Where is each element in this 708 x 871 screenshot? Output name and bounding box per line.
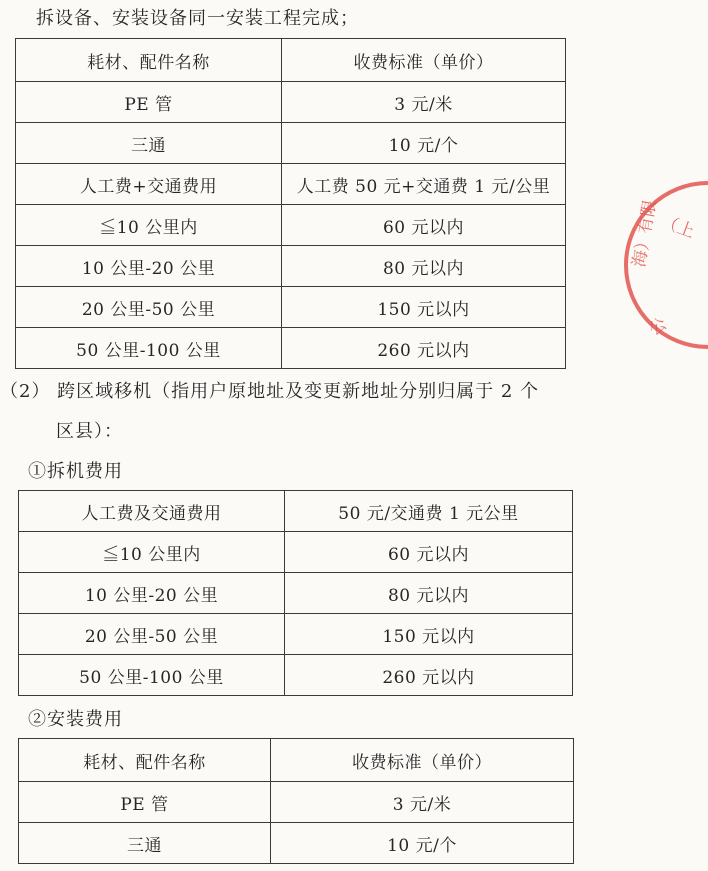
table-cell: ≦10 公里内 [19, 532, 285, 573]
table-row [19, 491, 573, 532]
sub-heading-install: ②安装费用 [28, 709, 123, 730]
table-row [19, 782, 574, 823]
svg-text:海）有限: 海）有限 [629, 198, 661, 269]
table-cell: ≦10 公里内 [16, 205, 282, 246]
table-row [19, 655, 573, 696]
table-cell: 60 元以内 [282, 205, 566, 246]
sub-heading-dismantle: ①拆机费用 [28, 461, 123, 482]
svg-text:公: 公 [645, 313, 671, 341]
table-cell: 人工费 50 元+交通费 1 元/公里 [282, 164, 566, 205]
table-cell: 10 公里-20 公里 [19, 573, 285, 614]
header-cell: 耗材、配件名称 [16, 39, 282, 82]
fee-table-2 [18, 490, 573, 696]
table-cell: 10 元/个 [271, 823, 574, 864]
table-cell: 3 元/米 [282, 82, 566, 123]
header-cell: 耗材、配件名称 [19, 739, 271, 782]
table-cell: 80 元以内 [282, 246, 566, 287]
table-cell: 50 元/交通费 1 元公里 [285, 491, 573, 532]
fee-table-1 [15, 38, 566, 369]
table-cell: 人工费及交通费用 [19, 491, 285, 532]
table-cell: 260 元以内 [285, 655, 573, 696]
table-cell: PE 管 [16, 82, 282, 123]
table-row [16, 246, 566, 287]
table-row [16, 164, 566, 205]
table-cell: 10 元/个 [282, 123, 566, 164]
table-row [16, 82, 566, 123]
fee-table-3 [18, 738, 574, 864]
table-cell: 20 公里-50 公里 [19, 614, 285, 655]
table-row [16, 328, 566, 369]
table-row [16, 287, 566, 328]
table-row [19, 823, 574, 864]
table-row [16, 205, 566, 246]
header-cell: 收费标准（单价） [271, 739, 574, 782]
company-seal-stamp [618, 140, 708, 390]
table-row [19, 614, 573, 655]
table-cell: 150 元以内 [282, 287, 566, 328]
svg-text:（上: （上 [658, 211, 698, 243]
table-row [19, 573, 573, 614]
table-header-row [19, 739, 574, 782]
table-cell: 20 公里-50 公里 [16, 287, 282, 328]
table-cell: 60 元以内 [285, 532, 573, 573]
table-cell: 50 公里-100 公里 [19, 655, 285, 696]
section2-line2: 区县）： [56, 421, 123, 442]
table-cell: 80 元以内 [285, 573, 573, 614]
table-cell: 10 公里-20 公里 [16, 246, 282, 287]
table-cell: 260 元以内 [282, 328, 566, 369]
table-header-row [16, 39, 566, 82]
table-cell: 3 元/米 [271, 782, 574, 823]
table-cell: 三通 [16, 123, 282, 164]
table-cell: 150 元以内 [285, 614, 573, 655]
intro-text: 拆设备、安装设备同一安装工程完成； [36, 8, 359, 29]
section2-line1: （2） 跨区域移机（指用户原地址及变更新地址分别归属于 2 个 [0, 381, 540, 402]
table-cell: PE 管 [19, 782, 271, 823]
header-cell: 收费标准（单价） [282, 39, 566, 82]
table-cell: 三通 [19, 823, 271, 864]
table-cell: 50 公里-100 公里 [16, 328, 282, 369]
table-row [19, 532, 573, 573]
table-row [16, 123, 566, 164]
table-cell: 人工费+交通费用 [16, 164, 282, 205]
